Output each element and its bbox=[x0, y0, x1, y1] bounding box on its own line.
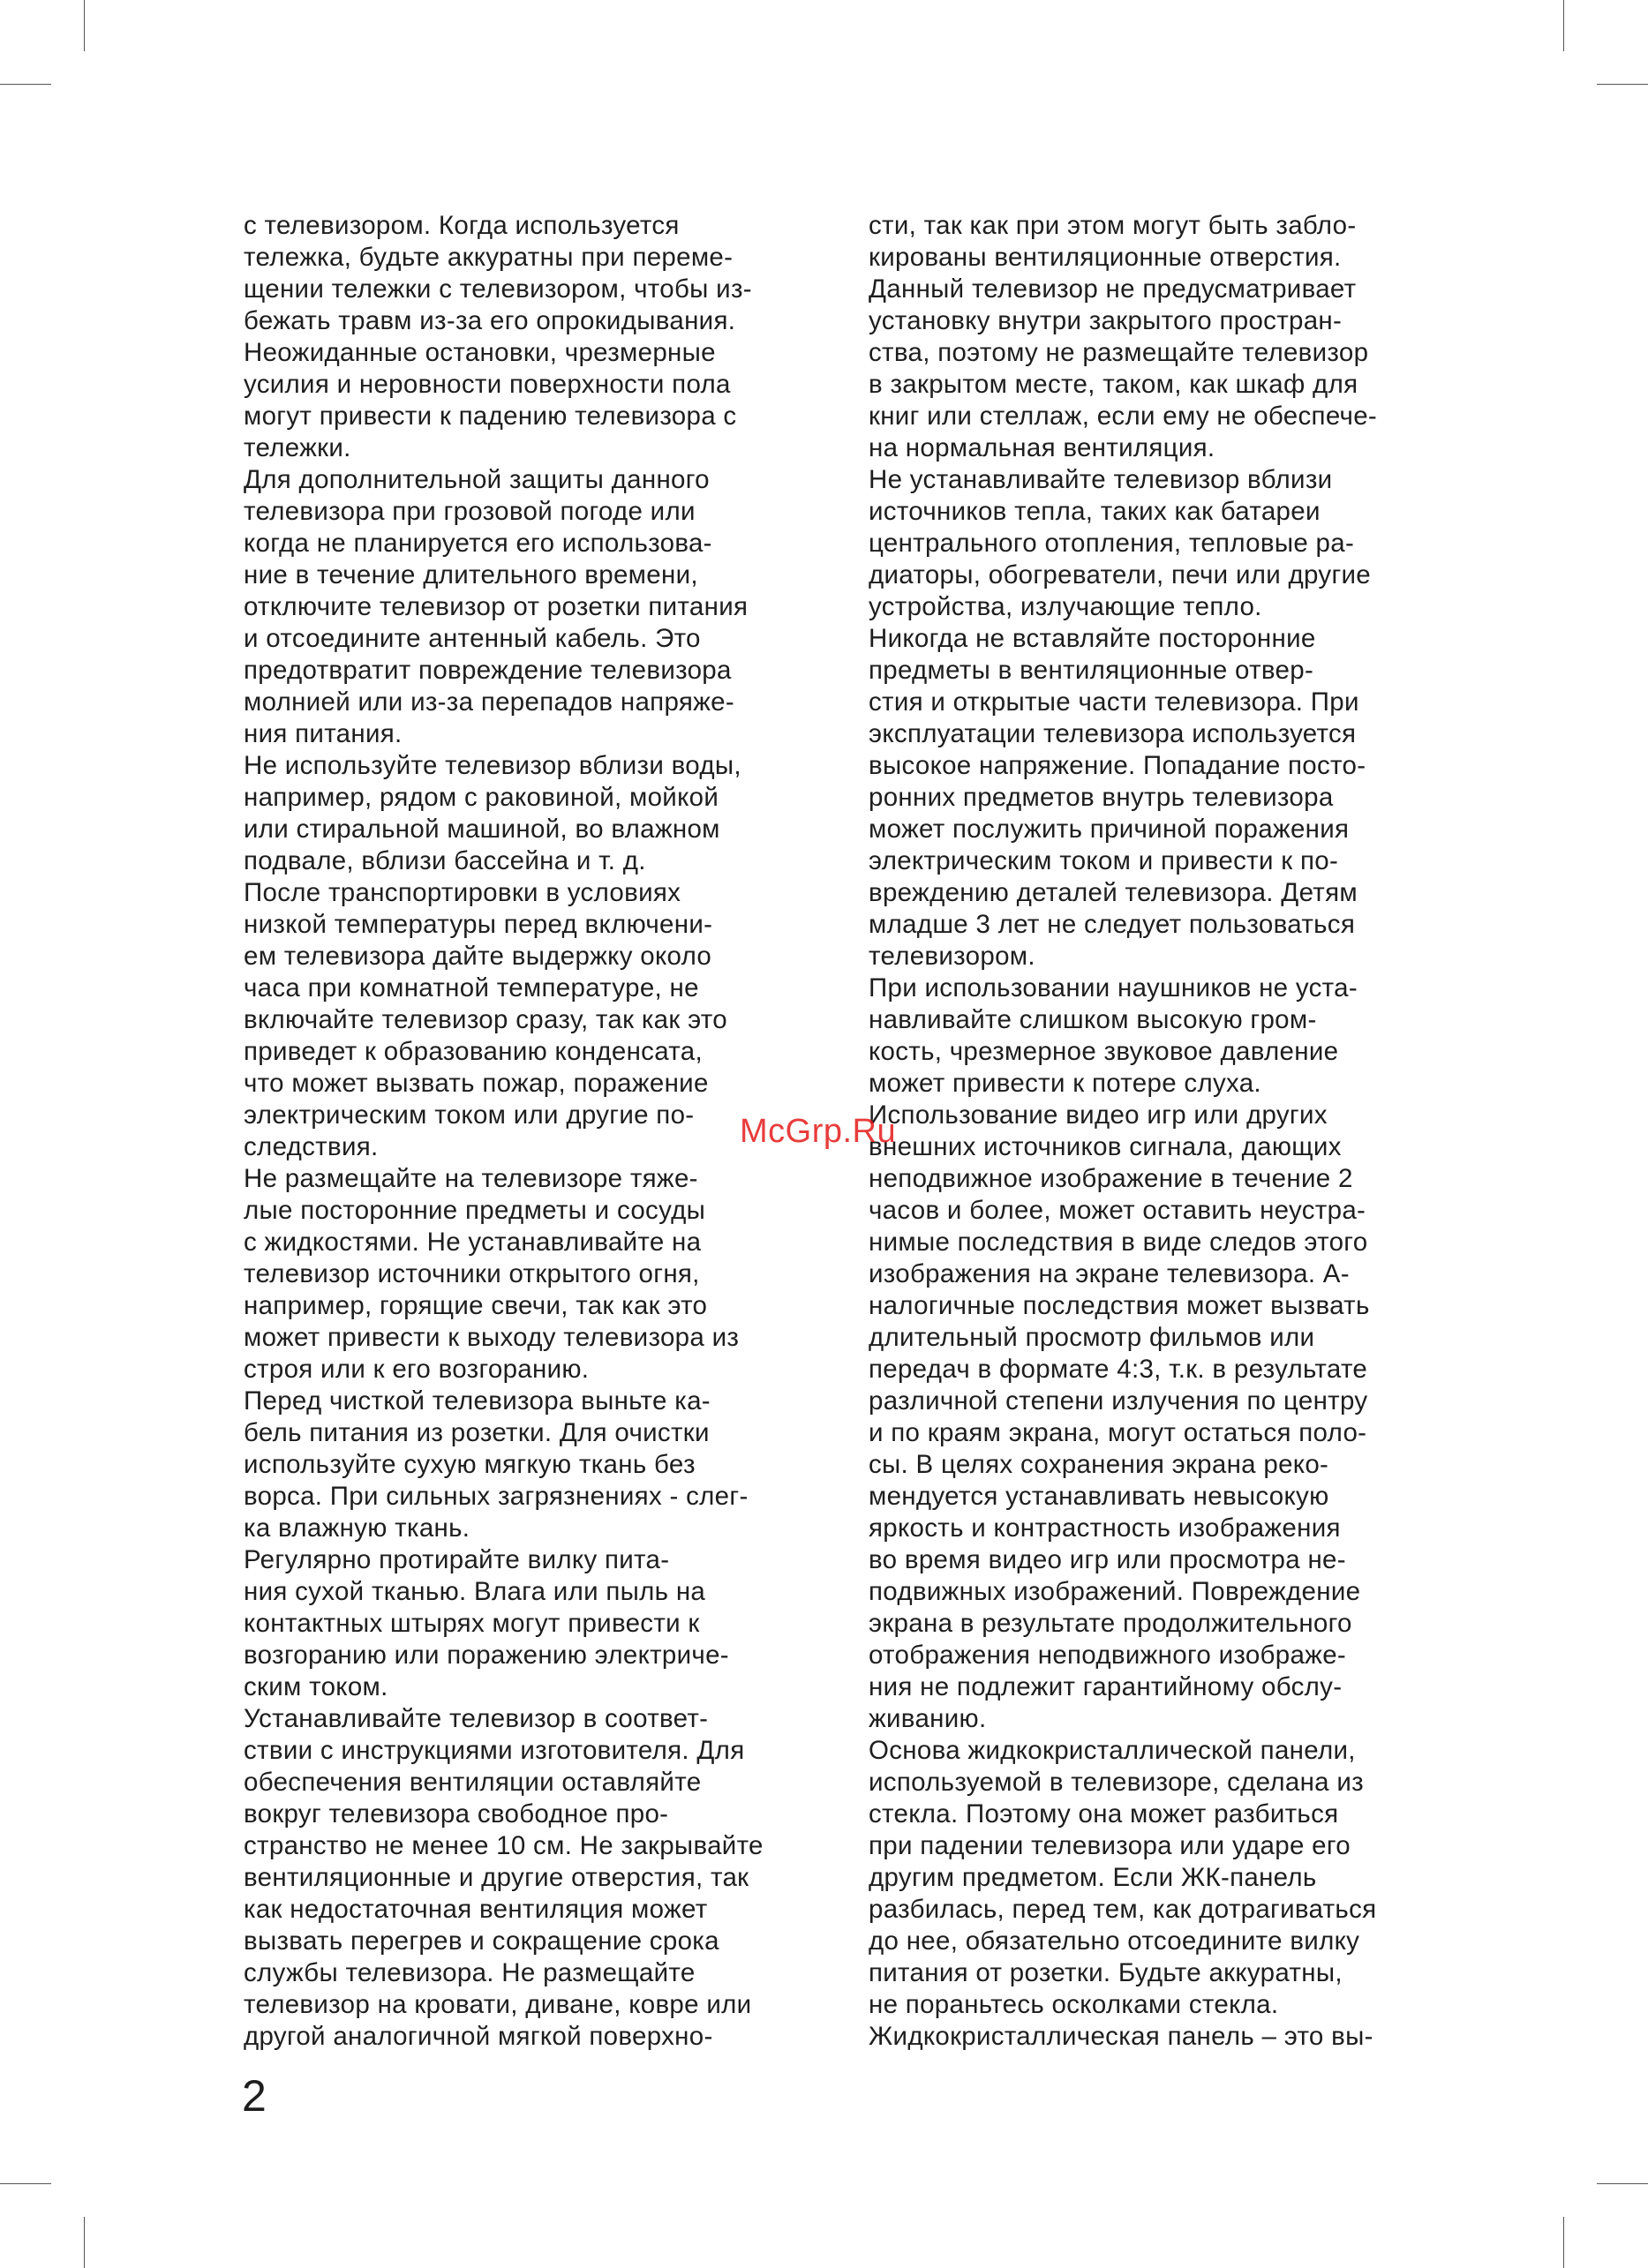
text-line: другой аналогичной мягкой поверхно- bbox=[244, 2022, 713, 2051]
text-line: сти, так как при этом могут быть забло- bbox=[869, 211, 1357, 240]
text-line: и отсоедините антенный кабель. Это bbox=[244, 624, 701, 653]
text-line: в закрытом месте, таком, как шкаф для bbox=[869, 370, 1358, 399]
text-line: молнией или из-за перепадов напряже- bbox=[244, 687, 734, 717]
text-line: кированы вентиляционные отверстия. bbox=[869, 243, 1342, 272]
text-line: Основа жидкокристаллической панели, bbox=[869, 1736, 1356, 1765]
text-line: например, рядом с раковиной, мойкой bbox=[244, 783, 719, 812]
text-line: питания от розетки. Будьте аккуратны, bbox=[869, 1958, 1343, 1987]
text-line: экрана в результате продолжительного bbox=[869, 1609, 1352, 1638]
text-line: Не размещайте на телевизоре тяже- bbox=[244, 1164, 698, 1193]
text-line: эксплуатации телевизора используется bbox=[869, 719, 1357, 748]
crop-mark-top-left bbox=[84, 0, 85, 51]
text-line: при падении телевизора или ударе его bbox=[869, 1831, 1351, 1860]
text-line: Неожиданные остановки, чрезмерные bbox=[244, 338, 716, 367]
text-line: ние в течение длительного времени, bbox=[244, 560, 698, 590]
text-line: контактных штырях могут привести к bbox=[244, 1609, 700, 1638]
crop-mark-bottom-right bbox=[1563, 2217, 1564, 2268]
text-line: включайте телевизор сразу, так как это bbox=[244, 1005, 727, 1034]
text-line: установку внутри закрытого простран- bbox=[869, 306, 1343, 335]
text-line: отключите телевизор от розетки питания bbox=[244, 592, 749, 621]
text-line: что может вызвать пожар, поражение bbox=[244, 1069, 709, 1098]
text-line: бежать травм из-за его опрокидывания. bbox=[244, 306, 736, 335]
text-line: высокое напряжение. Попадание посто- bbox=[869, 751, 1366, 780]
text-line: телевизора при грозовой погоде или bbox=[244, 497, 696, 526]
text-line: когда не планируется его использова- bbox=[244, 529, 712, 558]
text-line: предотвратит повреждение телевизора bbox=[244, 656, 732, 685]
text-line: живанию. bbox=[869, 1704, 987, 1733]
text-line: щении тележки с телевизором, чтобы из- bbox=[244, 274, 752, 304]
text-line: устройства, излучающие тепло. bbox=[869, 592, 1262, 621]
text-line: как недостаточная вентиляция может bbox=[244, 1895, 708, 1924]
text-line: телевизор источники открытого огня, bbox=[244, 1259, 700, 1288]
text-line: вреждению деталей телевизора. Детям bbox=[869, 878, 1358, 907]
text-line: с телевизором. Когда используется bbox=[244, 211, 680, 240]
text-line: Никогда не вставляйте посторонние bbox=[869, 624, 1316, 653]
text-line: Не устанавливайте телевизор вблизи bbox=[869, 465, 1333, 494]
text-line: следствия. bbox=[244, 1132, 379, 1161]
text-line: часа при комнатной температуре, не bbox=[244, 973, 699, 1003]
text-line: вызвать перегрев и сокращение срока bbox=[244, 1926, 719, 1956]
text-line: приведет к образованию конденсата, bbox=[244, 1037, 703, 1066]
text-line: ронних предметов внутрь телевизора bbox=[869, 783, 1334, 812]
text-line: во время видео игр или просмотра не- bbox=[869, 1545, 1346, 1574]
text-line: усилия и неровности поверхности пола bbox=[244, 370, 731, 399]
text-line: странство не менее 10 см. Не закрывайте bbox=[244, 1831, 764, 1860]
text-line: ем телевизора дайте выдержку около bbox=[244, 942, 712, 971]
text-line: отображения неподвижного изображе- bbox=[869, 1641, 1347, 1670]
text-line: может привести к выходу телевизора из bbox=[244, 1323, 740, 1352]
text-line: налогичные последствия может вызвать bbox=[869, 1291, 1370, 1320]
text-line: ским током. bbox=[244, 1672, 388, 1701]
text-line: ствии с инструкциями изготовителя. Для bbox=[244, 1736, 745, 1765]
text-line: ства, поэтому не размещайте телевизор bbox=[869, 338, 1369, 367]
text-line: бель питания из розетки. Для очистки bbox=[244, 1418, 710, 1447]
text-line: мендуется устанавливать невысокую bbox=[869, 1482, 1329, 1511]
text-line: ворса. При сильных загрязнениях - слег- bbox=[244, 1482, 749, 1511]
text-line: При использовании наушников не уста- bbox=[869, 973, 1358, 1003]
text-line: другим предметом. Если ЖК-панель bbox=[869, 1863, 1317, 1892]
text-line: вокруг телевизора свободное про- bbox=[244, 1799, 669, 1829]
text-line: могут привести к падению телевизора с bbox=[244, 402, 737, 431]
text-line: книг или стеллаж, если ему не обеспече- bbox=[869, 402, 1378, 431]
text-line: может послужить причиной поражения bbox=[869, 815, 1350, 844]
text-line: ка влажную ткань. bbox=[244, 1513, 470, 1543]
text-line: неподвижное изображение в течение 2 bbox=[869, 1164, 1353, 1193]
text-line: различной степени излучения по центру bbox=[869, 1386, 1368, 1416]
text-line: часов и более, может оставить неустра- bbox=[869, 1196, 1366, 1225]
text-line: вентиляционные и другие отверстия, так bbox=[244, 1863, 749, 1892]
text-line: используйте сухую мягкую ткань без bbox=[244, 1450, 696, 1479]
text-line: с жидкостями. Не устанавливайте на bbox=[244, 1228, 702, 1257]
crop-mark-bottom-left-h bbox=[0, 2183, 51, 2184]
text-line: Жидкокристаллическая панель – это вы- bbox=[869, 2022, 1373, 2051]
crop-mark-top-right bbox=[1563, 0, 1564, 51]
text-line: тележка, будьте аккуратны при переме- bbox=[244, 243, 734, 272]
text-line: разбилась, перед тем, как дотрагиваться bbox=[869, 1895, 1377, 1924]
text-line: центрального отопления, тепловые ра- bbox=[869, 529, 1355, 558]
text-line: используемой в телевизоре, сделана из bbox=[869, 1768, 1364, 1797]
text-line: возгоранию или поражению электриче- bbox=[244, 1641, 729, 1670]
text-line: После транспортировки в условиях bbox=[244, 878, 681, 907]
text-line: Устанавливайте телевизор в соответ- bbox=[244, 1704, 709, 1733]
text-line: яркость и контрастность изображения bbox=[869, 1513, 1341, 1543]
text-line: обеспечения вентиляции оставляйте bbox=[244, 1768, 702, 1797]
text-line: службы телевизора. Не размещайте bbox=[244, 1958, 696, 1987]
text-line: тележки. bbox=[244, 433, 351, 462]
text-line: телевизором. bbox=[869, 942, 1035, 971]
text-line: стия и открытые части телевизора. При bbox=[869, 687, 1359, 717]
text-line: навливайте слишком высокую гром- bbox=[869, 1005, 1317, 1034]
text-line: лые посторонние предметы и сосуды bbox=[244, 1196, 706, 1225]
text-line: Данный телевизор не предусматривает bbox=[869, 274, 1357, 304]
text-column-right bbox=[869, 210, 1469, 2053]
text-line: передач в формате 4:3, т.к. в результате bbox=[869, 1355, 1368, 1384]
text-line: до нее, обязательно отсоедините вилку bbox=[869, 1926, 1360, 1956]
text-line: например, горящие свечи, так как это bbox=[244, 1291, 708, 1320]
text-line: телевизор на кровати, диване, ковре или bbox=[244, 1990, 752, 2019]
text-line: стекла. Поэтому она может разбиться bbox=[869, 1799, 1339, 1829]
text-line: внешних источников сигнала, дающих bbox=[869, 1132, 1342, 1161]
text-line: Использование видео игр или других bbox=[869, 1100, 1328, 1130]
text-line: ния сухой тканью. Влага или пыль на bbox=[244, 1577, 706, 1606]
text-line: низкой температуры перед включени- bbox=[244, 910, 713, 939]
text-line: строя или к его возгоранию. bbox=[244, 1355, 590, 1384]
text-line: подвижных изображений. Повреждение bbox=[869, 1577, 1361, 1606]
text-line: Не используйте телевизор вблизи воды, bbox=[244, 751, 741, 780]
crop-mark-top-left-h bbox=[0, 84, 51, 85]
page-number: 2 bbox=[242, 2071, 267, 2121]
text-line: Для дополнительной защиты данного bbox=[244, 465, 710, 494]
text-line: ния питания. bbox=[244, 719, 403, 748]
text-line: Регулярно протирайте вилку пита- bbox=[244, 1545, 670, 1574]
text-line: младше 3 лет не следует пользоваться bbox=[869, 910, 1356, 939]
crop-mark-bottom-right-h bbox=[1597, 2183, 1648, 2184]
text-line: и по краям экрана, могут остаться поло- bbox=[869, 1418, 1367, 1447]
text-line: предметы в вентиляционные отвер- bbox=[869, 656, 1314, 685]
text-line: диаторы, обогреватели, печи или другие bbox=[869, 560, 1372, 590]
text-line: источников тепла, таких как батареи bbox=[869, 497, 1321, 526]
text-line: ния не подлежит гарантийному обслу- bbox=[869, 1672, 1343, 1701]
crop-mark-bottom-left bbox=[84, 2217, 85, 2268]
text-line: кость, чрезмерное звуковое давление bbox=[869, 1037, 1339, 1066]
text-line: длительный просмотр фильмов или bbox=[869, 1323, 1315, 1352]
text-line: или стиральной машиной, во влажном bbox=[244, 815, 720, 844]
text-line: подвале, вблизи бассейна и т. д. bbox=[244, 846, 646, 875]
text-line: на нормальная вентиляция. bbox=[869, 433, 1215, 462]
text-line: не пораньтесь осколками стекла. bbox=[869, 1990, 1279, 2019]
text-line: Перед чисткой телевизора выньте ка- bbox=[244, 1386, 711, 1416]
text-line: электрическим током и привести к по- bbox=[869, 846, 1339, 875]
text-line: нимые последствия в виде следов этого bbox=[869, 1228, 1368, 1257]
text-line: может привести к потере слуха. bbox=[869, 1069, 1261, 1098]
watermark: McGrp.Ru bbox=[740, 1113, 897, 1150]
text-line: изображения на экране телевизора. А- bbox=[869, 1259, 1350, 1288]
crop-mark-top-right-h bbox=[1597, 84, 1648, 85]
text-line: сы. В целях сохранения экрана реко- bbox=[869, 1450, 1329, 1479]
text-line: электрическим током или другие по- bbox=[244, 1100, 695, 1130]
